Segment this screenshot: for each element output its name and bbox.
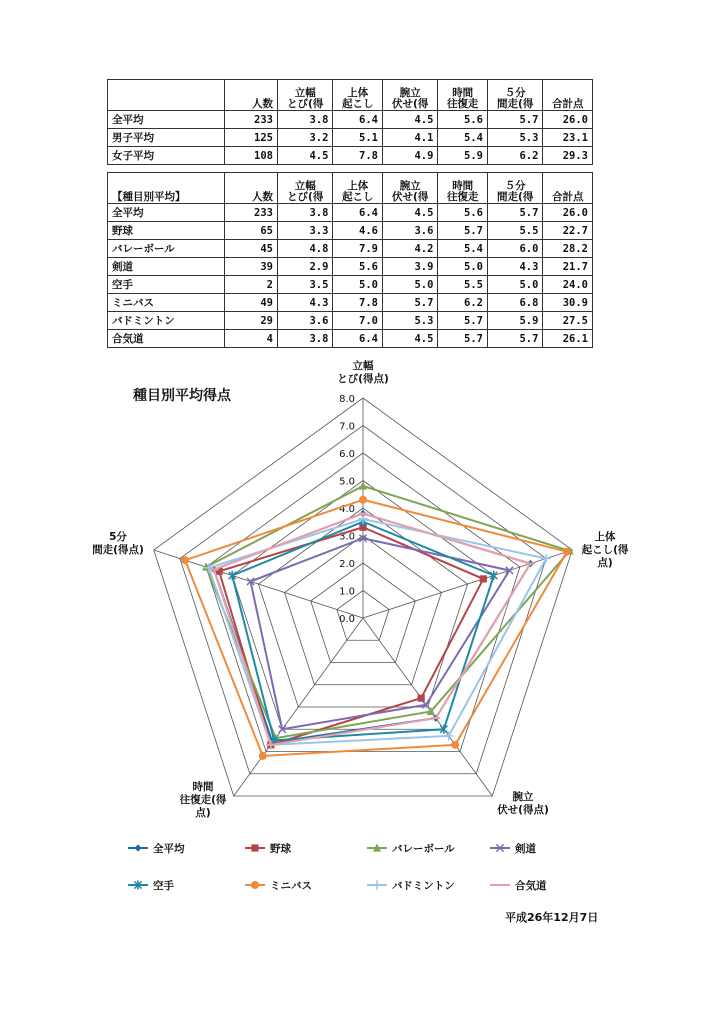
row-label: 剣道 bbox=[108, 258, 225, 276]
table-cell: 5.7 bbox=[438, 222, 488, 240]
legend-label: 合気道 bbox=[515, 880, 547, 892]
column-header: 時間 往復走 bbox=[438, 80, 488, 111]
data-point bbox=[451, 741, 459, 749]
table-cell: 28.2 bbox=[543, 240, 593, 258]
tick-label: 8.0 bbox=[339, 394, 355, 405]
data-point bbox=[541, 554, 550, 563]
tick-label: 0.0 bbox=[339, 614, 355, 625]
legend-marker bbox=[134, 844, 141, 851]
table-cell: 5.3 bbox=[487, 129, 542, 147]
table-cell: 39 bbox=[225, 258, 278, 276]
data-point bbox=[563, 548, 571, 556]
table-cell: 6.4 bbox=[333, 330, 383, 348]
table-cell: 30.9 bbox=[543, 294, 593, 312]
column-header: 腕立 伏せ(得 bbox=[382, 173, 437, 204]
footer-date: 平成26年12月7日 bbox=[505, 911, 599, 924]
legend-label: バドミントン bbox=[392, 880, 455, 892]
row-label: 野球 bbox=[108, 222, 225, 240]
table-cell: 24.0 bbox=[543, 276, 593, 294]
chart-title: 種目別平均得点 bbox=[133, 388, 231, 404]
table-cell: 4.5 bbox=[382, 111, 437, 129]
table-cell: 4 bbox=[225, 330, 278, 348]
row-label: 空手 bbox=[108, 276, 225, 294]
legend-item bbox=[245, 842, 291, 855]
column-header: 合計点 bbox=[543, 173, 593, 204]
table-cell: 5.7 bbox=[438, 312, 488, 330]
table-cell: 5.7 bbox=[438, 330, 488, 348]
legend-marker bbox=[372, 880, 381, 889]
table-cell: 6.4 bbox=[333, 111, 383, 129]
radar-series bbox=[181, 481, 574, 760]
tick-label: 6.0 bbox=[339, 449, 355, 460]
table-cell: 3.5 bbox=[278, 276, 333, 294]
table-cell: 29.3 bbox=[543, 147, 593, 165]
legend-marker bbox=[251, 844, 258, 851]
table-cell: 5.7 bbox=[487, 204, 542, 222]
column-header: ５分 間走(得 bbox=[487, 173, 542, 204]
legend-label: ミニバス bbox=[270, 880, 312, 892]
series-剣道 bbox=[247, 535, 513, 733]
table-cell: 4.3 bbox=[487, 258, 542, 276]
data-point bbox=[418, 694, 425, 701]
column-header: 腕立 伏せ(得 bbox=[382, 80, 437, 111]
legend-item bbox=[367, 843, 455, 855]
column-header: 【種目別平均】 bbox=[108, 173, 225, 204]
table-cell: 3.8 bbox=[278, 204, 333, 222]
legend-item bbox=[128, 879, 174, 892]
column-header: 立幅 とび(得 bbox=[278, 173, 333, 204]
table-cell: 108 bbox=[225, 147, 278, 165]
table-cell: 3.6 bbox=[278, 312, 333, 330]
table-cell: 45 bbox=[225, 240, 278, 258]
column-header: 人数 bbox=[225, 80, 278, 111]
table-cell: 5.4 bbox=[438, 240, 488, 258]
table-cell: 7.8 bbox=[333, 294, 383, 312]
data-point bbox=[480, 575, 487, 582]
table-cell: 22.7 bbox=[543, 222, 593, 240]
data-point bbox=[359, 496, 367, 504]
column-header: 人数 bbox=[225, 173, 278, 204]
column-header: 上体 起こし bbox=[333, 80, 383, 111]
tick-label: 3.0 bbox=[339, 531, 355, 543]
table-cell: 27.5 bbox=[543, 312, 593, 330]
axis-label: 腕立伏せ(得点) bbox=[497, 791, 549, 816]
row-label: 全平均 bbox=[108, 204, 225, 222]
row-label: 全平均 bbox=[108, 111, 225, 129]
table-cell: 3.9 bbox=[382, 258, 437, 276]
chart-legend bbox=[128, 842, 547, 892]
table-cell: 21.7 bbox=[543, 258, 593, 276]
table-cell: 5.7 bbox=[487, 330, 542, 348]
table-cell: 7.9 bbox=[333, 240, 383, 258]
table-cell: 26.0 bbox=[543, 204, 593, 222]
row-label: バドミントン bbox=[108, 312, 225, 330]
table-cell: 5.7 bbox=[382, 294, 437, 312]
axis-label: 立幅とび(得点) bbox=[337, 360, 389, 385]
table-cell: 29 bbox=[225, 312, 278, 330]
table-cell: 5.9 bbox=[487, 312, 542, 330]
row-label: バレーボール bbox=[108, 240, 225, 258]
table-cell: 4.5 bbox=[278, 147, 333, 165]
table-cell: 3.8 bbox=[278, 111, 333, 129]
tick-label: 5.0 bbox=[339, 476, 355, 488]
table-cell: 4.5 bbox=[382, 204, 437, 222]
legend-marker bbox=[251, 881, 259, 889]
table-cell: 26.0 bbox=[543, 111, 593, 129]
legend-label: バレーボール bbox=[392, 843, 455, 855]
row-label: ミニバス bbox=[108, 294, 225, 312]
table-cell: 5.3 bbox=[382, 312, 437, 330]
table-cell: 233 bbox=[225, 111, 278, 129]
data-point bbox=[444, 731, 453, 740]
table-cell: 4.2 bbox=[382, 240, 437, 258]
table-cell: 5.1 bbox=[333, 129, 383, 147]
table-cell: 5.5 bbox=[487, 222, 542, 240]
table-cell: 4.9 bbox=[382, 147, 437, 165]
data-point bbox=[181, 556, 189, 564]
legend-label: 野球 bbox=[270, 843, 291, 855]
table-cell: 49 bbox=[225, 294, 278, 312]
table-cell: 5.4 bbox=[438, 129, 488, 147]
radar-tick-labels bbox=[339, 394, 355, 625]
table-cell: 7.0 bbox=[333, 312, 383, 330]
table-cell: 6.4 bbox=[333, 204, 383, 222]
column-header: 合計点 bbox=[543, 80, 593, 111]
column-header: 時間 往復走 bbox=[438, 173, 488, 204]
table-cell: 125 bbox=[225, 129, 278, 147]
axis-label: 時間往復走(得点) bbox=[179, 781, 227, 819]
legend-label: 空手 bbox=[153, 880, 174, 892]
table-cell: 6.2 bbox=[487, 147, 542, 165]
table-cell: 5.0 bbox=[382, 276, 437, 294]
table-cell: 3.6 bbox=[382, 222, 437, 240]
table-cell: 26.1 bbox=[543, 330, 593, 348]
table-cell: 4.1 bbox=[382, 129, 437, 147]
table-cell: 5.0 bbox=[333, 276, 383, 294]
table-cell: 23.1 bbox=[543, 129, 593, 147]
legend-label: 剣道 bbox=[515, 843, 536, 855]
row-label: 女子平均 bbox=[108, 147, 225, 165]
table-cell: 5.6 bbox=[438, 204, 488, 222]
table-cell: 5.7 bbox=[487, 111, 542, 129]
table-cell: 3.8 bbox=[278, 330, 333, 348]
table-cell: 5.6 bbox=[333, 258, 383, 276]
axis-label: 5分間走(得点) bbox=[92, 531, 144, 556]
table-cell: 5.0 bbox=[487, 276, 542, 294]
table-cell: 65 bbox=[225, 222, 278, 240]
tick-label: 4.0 bbox=[339, 504, 355, 515]
table-cell: 4.8 bbox=[278, 240, 333, 258]
table-cell: 5.0 bbox=[438, 258, 488, 276]
legend-item bbox=[367, 880, 455, 892]
table-cell: 6.8 bbox=[487, 294, 542, 312]
row-label: 合気道 bbox=[108, 330, 225, 348]
table-cell: 6.0 bbox=[487, 240, 542, 258]
row-label: 男子平均 bbox=[108, 129, 225, 147]
table-cell: 7.8 bbox=[333, 147, 383, 165]
legend-item bbox=[128, 842, 185, 855]
column-header: 立幅 とび(得 bbox=[278, 80, 333, 111]
axis-label: 上体起こし(得点) bbox=[581, 531, 629, 569]
legend-label: 全平均 bbox=[153, 843, 185, 855]
table-cell: 5.9 bbox=[438, 147, 488, 165]
table-cell: 6.2 bbox=[438, 294, 488, 312]
table-cell: 5.5 bbox=[438, 276, 488, 294]
table-cell: 3.3 bbox=[278, 222, 333, 240]
table-cell: 3.2 bbox=[278, 129, 333, 147]
table-cell: 5.6 bbox=[438, 111, 488, 129]
legend-item bbox=[490, 879, 547, 892]
column-header: ５分 間走(得 bbox=[487, 80, 542, 111]
data-point bbox=[259, 752, 267, 760]
table-cell: 2.9 bbox=[278, 258, 333, 276]
table-cell: 2 bbox=[225, 276, 278, 294]
tick-label: 1.0 bbox=[339, 586, 355, 598]
legend-item bbox=[245, 880, 312, 892]
tick-label: 7.0 bbox=[339, 421, 355, 433]
series-line bbox=[185, 500, 567, 756]
tick-label: 2.0 bbox=[339, 559, 355, 570]
column-header: 上体 起こし bbox=[333, 173, 383, 204]
legend-item bbox=[490, 842, 536, 855]
table-cell: 4.5 bbox=[382, 330, 437, 348]
table-cell: 4.3 bbox=[278, 294, 333, 312]
table-cell: 233 bbox=[225, 204, 278, 222]
table-cell: 4.6 bbox=[333, 222, 383, 240]
